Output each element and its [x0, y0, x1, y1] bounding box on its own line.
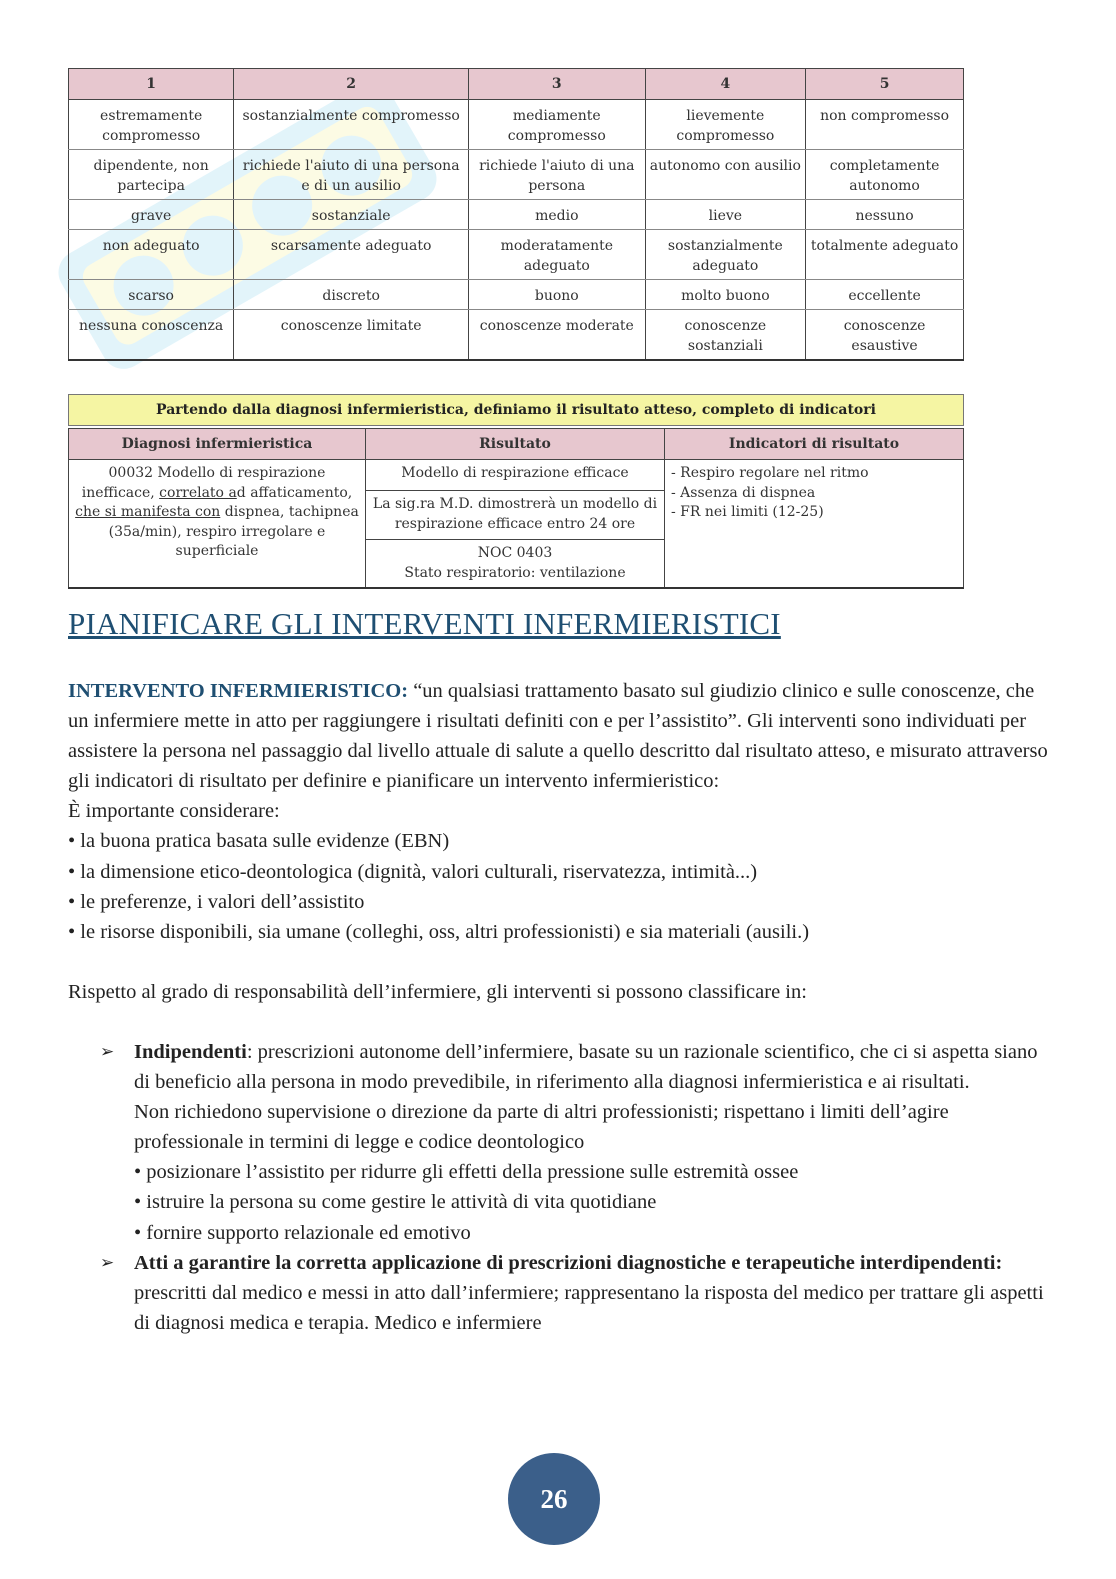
- table-cell: sostanziale: [234, 200, 469, 230]
- table-cell: autonomo con ausilio: [645, 150, 806, 200]
- arrow-bullet-icon: ➢: [100, 1041, 115, 1061]
- intervention-list: [68, 1037, 1058, 1338]
- rating-scale-table: [68, 68, 964, 361]
- consider-item: • le risorse disponibili, sia umane (colleghi, oss, altri professionisti) e sia materiali (ausili.): [68, 920, 810, 943]
- table-cell: discreto: [234, 280, 469, 310]
- intervention-extra: Non richiedono supervisione o direzione da parte di altri professionisti; rispettano i limiti dell’agire professionale in termini di legge e codice deontologico: [134, 1101, 949, 1154]
- table-row: [69, 150, 964, 200]
- table-cell: completamente autonomo: [806, 150, 964, 200]
- consider-intro: È importante considerare:: [68, 800, 280, 823]
- table-row: [69, 280, 964, 310]
- diagnosis-cell: [69, 460, 366, 589]
- diagnosis-text: 00032 Modello di respirazione inefficace,: [81, 465, 326, 501]
- table-cell: conoscenze moderate: [469, 310, 646, 361]
- definition-term: INTERVENTO INFERMIERISTICO:: [68, 680, 409, 702]
- table-cell: conoscenze sostanziali: [645, 310, 806, 361]
- section-title: PIANIFICARE GLI INTERVENTI INFERMIERISTICI: [68, 606, 781, 641]
- table-cell: grave: [69, 200, 234, 230]
- column-header: Risultato: [366, 429, 665, 460]
- table-cell: eccellente: [806, 280, 964, 310]
- table-cell: estremamente compromesso: [69, 100, 234, 150]
- indicator-item: - Respiro regolare nel ritmo: [671, 465, 869, 481]
- table-cell: nessuna conoscenza: [69, 310, 234, 361]
- diagnosis-table: [68, 428, 964, 589]
- table-cell: mediamente compromesso: [469, 100, 646, 150]
- arrow-bullet-icon: ➢: [100, 1252, 115, 1272]
- table-cell: conoscenze esaustive: [806, 310, 964, 361]
- table-cell: scarso: [69, 280, 234, 310]
- table-cell: conoscenze limitate: [234, 310, 469, 361]
- definition-paragraph: [68, 676, 1058, 796]
- table-cell: dipendente, non partecipa: [69, 150, 234, 200]
- noc-label: Stato respiratorio: ventilazione: [404, 564, 626, 581]
- table-cell: sostanzialmente compromesso: [234, 100, 469, 150]
- consider-item: • la dimensione etico-deontologica (dignità, valori culturali, riservatezza, intimità...): [68, 860, 758, 883]
- result-statement-cell: La sig.ra M.D. dimostrerà un modello di respirazione efficace entro 24 ore: [366, 491, 665, 540]
- diagnosis-text: d affaticamento,: [236, 484, 353, 501]
- column-header: 2: [234, 69, 469, 100]
- table-row: [69, 310, 964, 361]
- body-text: [68, 676, 1058, 1338]
- indicators-cell: [665, 460, 964, 589]
- classification-intro: Rispetto al grado di responsabilità dell’infermiere, gli interventi si possono classificare in:: [68, 980, 807, 1003]
- column-header: Diagnosi infermieristica: [69, 429, 366, 460]
- table-header-row: [69, 69, 964, 100]
- intervention-title: Indipendenti: [134, 1040, 247, 1063]
- diagnosis-text-underlined: che si manifesta con: [75, 504, 221, 520]
- diagnosis-text: dispnea, tachipnea (35a/min), respiro irregolare e superficiale: [108, 504, 359, 559]
- consider-item: • la buona pratica basata sulle evidenze (EBN): [68, 830, 450, 853]
- table-cell: non adeguato: [69, 230, 234, 280]
- table-cell: scarsamente adeguato: [234, 230, 469, 280]
- consider-item: • le preferenze, i valori dell’assistito: [68, 890, 365, 913]
- intervention-bullet: • posizionare l’assistito per ridurre gli effetti della pressione sulle estremità ossee: [134, 1161, 799, 1184]
- list-item: [68, 1037, 1058, 1248]
- table-row: [69, 230, 964, 280]
- column-header: 4: [645, 69, 806, 100]
- intervention-text: : prescrizioni autonome dell’infermiere, basate su un razionale scientifico, che ci si aspetta siano di beneficio alla persona in modo prevedibile, in riferimento alla diagnosi infermieristica e ai risultati.: [134, 1040, 1038, 1094]
- list-item: [68, 1248, 1058, 1338]
- table-cell: richiede l'aiuto di una persona: [469, 150, 646, 200]
- intervention-text: prescritti dal medico e messi in atto dall’infermiere; rappresentano la risposta del medico per trattare gli aspetti di diagnosi medica e terapia. Medico e infermiere: [134, 1281, 1044, 1334]
- result-title-cell: Modello di respirazione efficace: [366, 460, 665, 491]
- intervention-bullet: • istruire la persona su come gestire le attività di vita quotidiane: [134, 1191, 657, 1214]
- column-header: 5: [806, 69, 964, 100]
- noc-cell: [366, 540, 665, 589]
- table-cell: richiede l'aiuto di una persona e di un ausilio: [234, 150, 469, 200]
- table-cell: sostanzialmente adeguato: [645, 230, 806, 280]
- column-header: 1: [69, 69, 234, 100]
- table-cell: lieve: [645, 200, 806, 230]
- page-number: 26: [508, 1453, 600, 1545]
- table-caption-banner: Partendo dalla diagnosi infermieristica, definiamo il risultato atteso, completo di indicatori: [68, 394, 964, 426]
- intervention-bullet: • fornire supporto relazionale ed emotivo: [134, 1221, 471, 1244]
- table-cell: lievemente compromesso: [645, 100, 806, 150]
- intervention-title: Atti a garantire la corretta applicazione di prescrizioni diagnostiche e terapeutiche interdipendenti:: [134, 1251, 1003, 1274]
- definition-text: “un qualsiasi trattamento basato sul giudizio clinico e sulle conoscenze, che un infermiere mette in atto per raggiungere i risultati definiti con e per l’assistito”. Gli interventi sono individuati per assistere la persona nel passaggio dal livello attuale di salute a quello descritto dal risultato atteso, e misurato attraverso gli indicatori di risultato per definire e pianificare un intervento infermieristico:: [68, 680, 1048, 793]
- table-cell: moderatamente adeguato: [469, 230, 646, 280]
- table-cell: medio: [469, 200, 646, 230]
- table-row: [69, 460, 964, 491]
- column-header: Indicatori di risultato: [665, 429, 964, 460]
- table-header-row: [69, 429, 964, 460]
- table-row: [69, 200, 964, 230]
- table-cell: molto buono: [645, 280, 806, 310]
- table-row: [69, 100, 964, 150]
- table-cell: buono: [469, 280, 646, 310]
- noc-code: NOC 0403: [477, 545, 553, 561]
- indicator-item: - Assenza di dispnea: [671, 484, 816, 501]
- diagnosis-text-underlined: correlato a: [159, 484, 237, 501]
- table-cell: totalmente adeguato: [806, 230, 964, 280]
- table-cell: nessuno: [806, 200, 964, 230]
- indicator-item: - FR nei limiti (12-25): [671, 504, 824, 520]
- table-cell: non compromesso: [806, 100, 964, 150]
- column-header: 3: [469, 69, 646, 100]
